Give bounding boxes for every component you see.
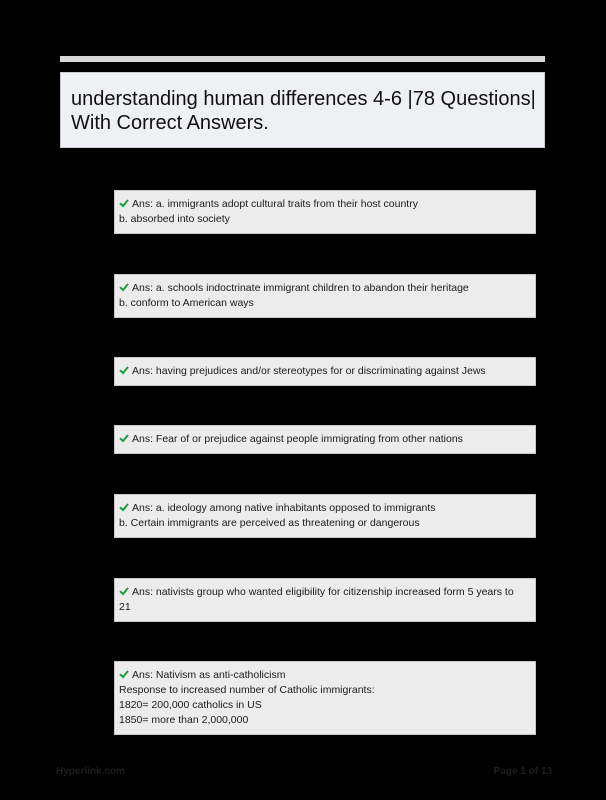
footer-page-number: Page 1 of 13 — [493, 766, 552, 777]
answer-line: Ans: nativists group who wanted eligibility for citizenship increased form 5 years to — [119, 585, 529, 600]
answer-line: Ans: Fear of or prejudice against people immigrating from other nations — [119, 432, 529, 447]
check-icon — [119, 198, 129, 208]
answer-line: b. Certain immigrants are perceived as threatening or dangerous — [119, 517, 420, 529]
answer-line: Ans: Nativism as anti-catholicism — [119, 668, 529, 683]
answer-box — [114, 274, 536, 318]
answer-line: b. absorbed into society — [119, 213, 230, 225]
answer-box — [114, 357, 536, 386]
document-title: understanding human differences 4-6 |78 Questions| With Correct Answers. — [71, 88, 536, 134]
answer-line: Response to increased number of Catholic immigrants: — [119, 684, 375, 696]
check-icon — [119, 669, 129, 679]
answer-line: Ans: a. ideology among native inhabitants opposed to immigrants — [119, 501, 529, 516]
answer-box — [114, 425, 536, 454]
check-icon — [119, 365, 129, 375]
answer-line: b. conform to American ways — [119, 297, 254, 309]
check-icon — [119, 586, 129, 596]
header-rule — [60, 56, 545, 62]
answer-box — [114, 494, 536, 538]
answer-box — [114, 190, 536, 234]
answer-line: 21 — [119, 601, 131, 613]
answer-line: Ans: a. immigrants adopt cultural traits from their host country — [119, 197, 529, 212]
check-icon — [119, 502, 129, 512]
footer-site-link[interactable]: Hyperlink.com — [56, 766, 125, 777]
answer-line: 1850= more than 2,000,000 — [119, 714, 249, 726]
title-box — [60, 72, 545, 148]
answer-line: Ans: a. schools indoctrinate immigrant children to abandon their heritage — [119, 281, 529, 296]
answer-box — [114, 578, 536, 622]
answer-line: 1820= 200,000 catholics in US — [119, 699, 262, 711]
answer-box — [114, 661, 536, 735]
answer-line: Ans: having prejudices and/or stereotypes for or discriminating against Jews — [119, 364, 529, 379]
check-icon — [119, 282, 129, 292]
check-icon — [119, 433, 129, 443]
